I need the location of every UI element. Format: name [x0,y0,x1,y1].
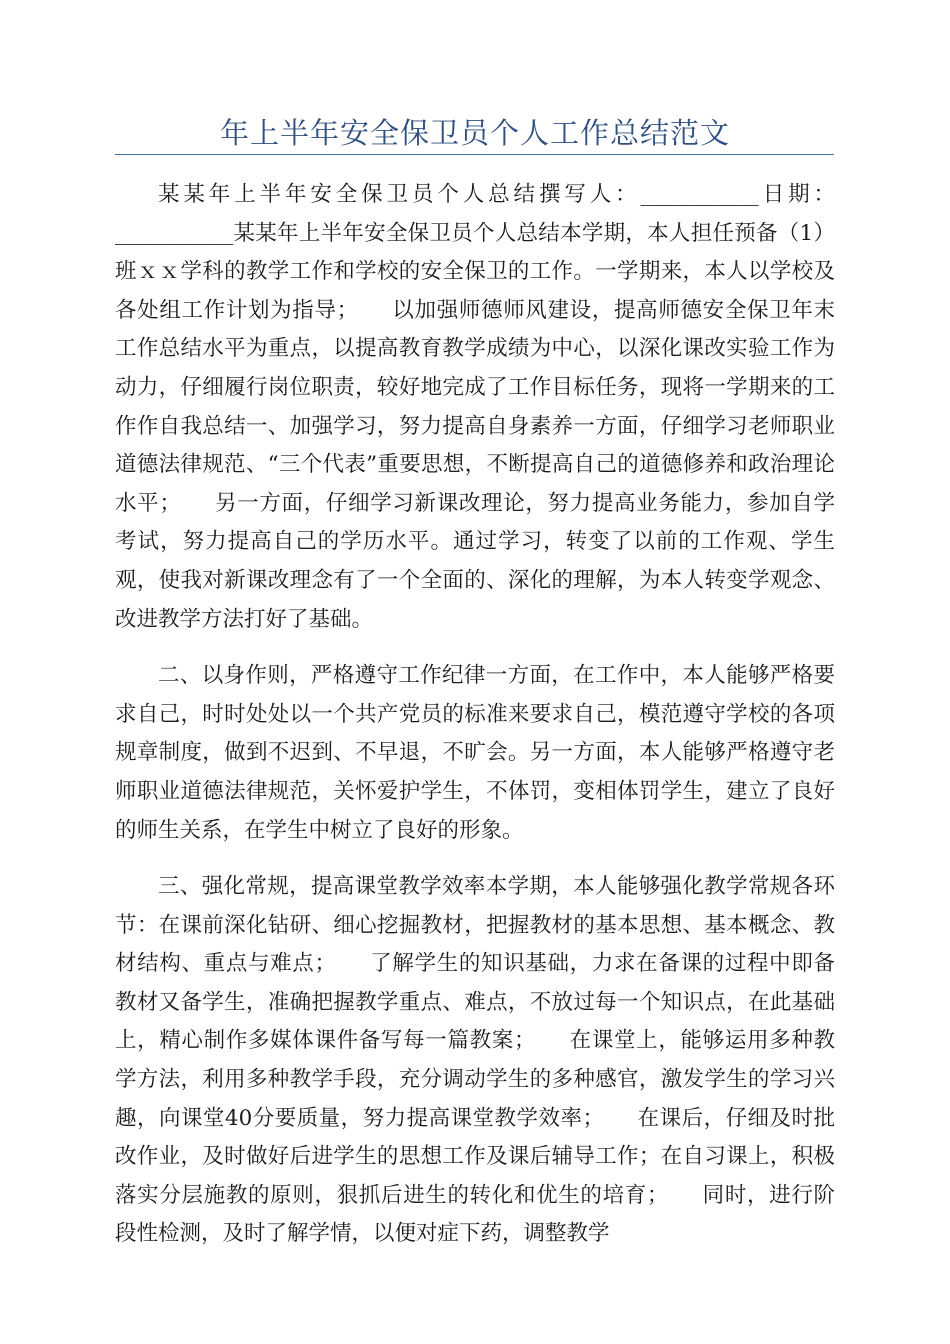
paragraph-discipline: 二、以身作则，严格遵守工作纪律一方面，在工作中，本人能够严格要求自己，时时处处以一个共产党员的标准来要求自己，模范遵守学校的各项规章制度，做到不迟到、不早退，不旷会。另一方面，本人能够严格遵守老师职业道德法律规范，关怀爱护学生，不体罚，变相体罚学生，建立了良好的师生关系，在学生中树立了良好的形象。 [115,663,835,843]
paragraph-teaching: 三、强化常规，提高课堂教学效率本学期，本人能够强化教学常规各环节：在课前深化钻研、细心挖掘教材，把握教材的基本思想、基本概念、教材结构、重点与难点； 了解学生的知识基础，力求在备课的过程中即备教材又备学生，准确把握教学重点、难点，不放过每一个知识点，在此基础上，精心制作多媒体课件备写每一篇教案； 在课堂上，能够运用多种教学方法，利用多种教学手段，充分调动学生的多种感官，激发学生的学习兴趣，向课堂40分要质量，努力提高课堂教学效率； 在课后，仔细及时批改作业，及时做好后进学生的思想工作及课后辅导工作；在自习课上，积极落实分层施教的原则，狠抓后进生的转化和优生的培育； 同时，进行阶段性检测，及时了解学情，以便对症下药，调整教学 [115,874,835,1247]
title-underline [115,154,834,155]
document-title: 年上半年安全保卫员个人工作总结范文 [219,116,730,150]
paragraph-intro: 某某年上半年安全保卫员个人总结撰写人：___________日期：___________某某年上半年安全保卫员个人总结本学期，本人担任预备（1）班ｘｘ学科的教学工作和学校的安全保卫的工作。一学期来，本人以学校及各处组工作计划为指导； 以加强师德师风建设，提高师德安全保卫年末工作总结水平为重点，以提高教育教学成绩为中心，以深化课改实验工作为动力，仔细履行岗位职责，较好地完成了工作目标任务，现将一学期来的工作作自我总结一、加强学习，努力提高自身素养一方面，仔细学习老师职业道德法律规范、“三个代表”重要思想，不断提高自己的道德修养和政治理论水平； 另一方面，仔细学习新课改理论，努力提高业务能力，参加自学考试，努力提高自己的学历水平。通过学习，转变了以前的工作观、学生观，使我对新课改理念有了一个全面的、深化的理解，为本人转变学观念、改进教学方法打好了基础。 [115,182,835,632]
document-body [115,176,835,1254]
